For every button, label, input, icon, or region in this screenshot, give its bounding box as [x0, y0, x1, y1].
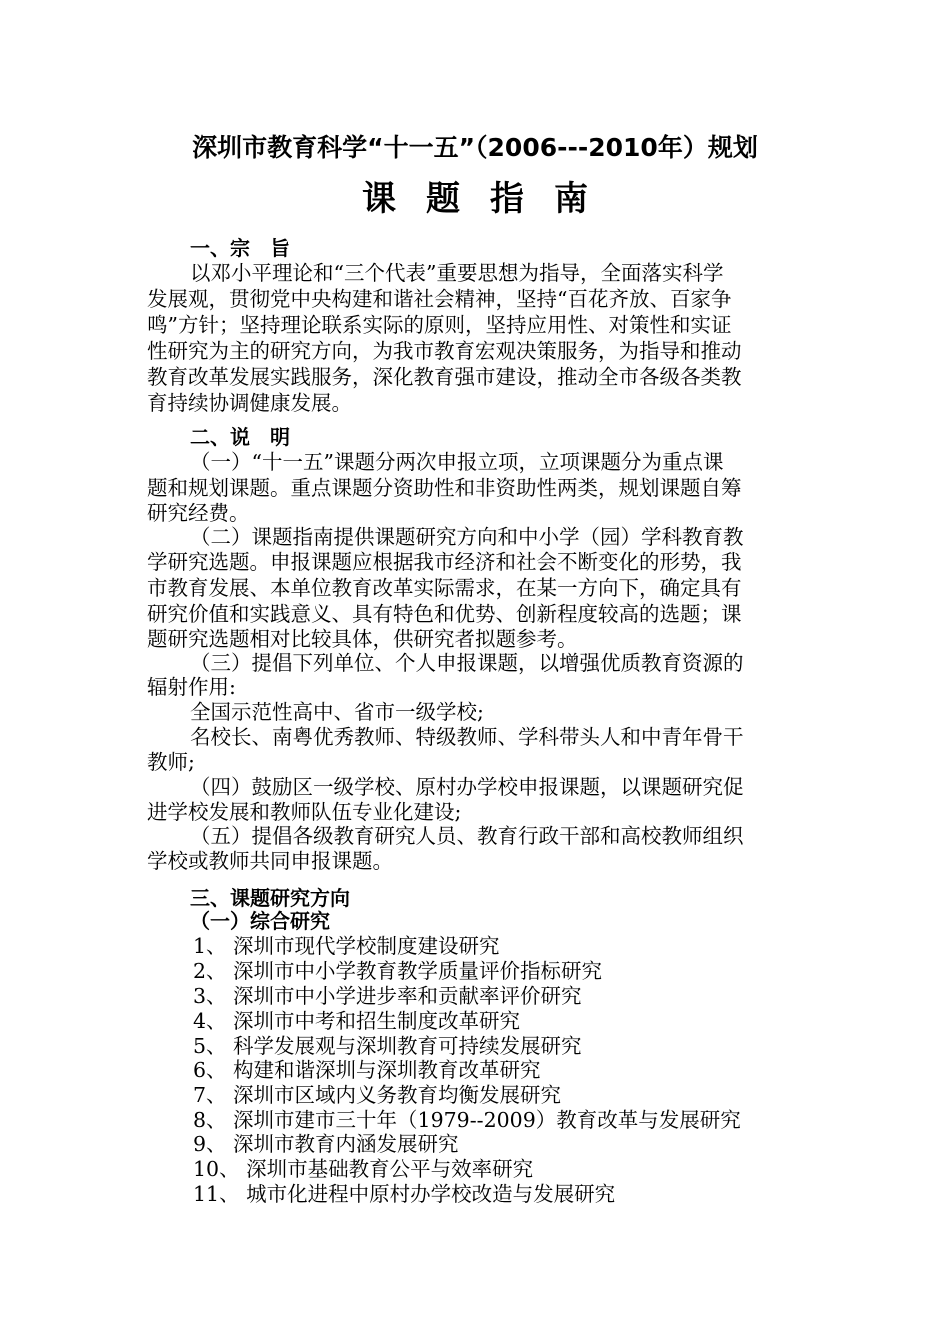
paragraph-line: 学校或教师共同申报课题。 [147, 849, 393, 873]
list-item: 11、 城市化进程中原村办学校改造与发展研究 [193, 1182, 616, 1206]
paragraph-line: （三）提倡下列单位、个人申报课题，以增强优质教育资源的 [190, 651, 744, 675]
paragraph-line: 育持续协调健康发展。 [147, 391, 352, 415]
paragraph-line: 全国示范性高中、省市一级学校; [190, 700, 484, 724]
list-item: 2、 深圳市中小学教育教学质量评价指标研究 [193, 959, 603, 983]
section-heading-notes: 二、说 明 [190, 425, 290, 449]
paragraph-line: （一）“十一五”课题分两次申报立项，立项课题分为重点课 [190, 450, 724, 474]
paragraph-line: 研究经费。 [147, 501, 250, 525]
paragraph-line: 性研究为主的研究方向，为我市教育宏观决策服务，为指导和推动 [147, 339, 742, 363]
paragraph-line: 题研究选题相对比较具体，供研究者拟题参考。 [147, 627, 578, 651]
paragraph-line: 学研究选题。申报课题应根据我市经济和社会不断变化的形势，我 [147, 550, 742, 574]
paragraph-line: （五）提倡各级教育研究人员、教育行政干部和高校教师组织 [190, 824, 744, 848]
document-subtitle: 课题指南 [362, 179, 618, 219]
list-item: 4、 深圳市中考和招生制度改革研究 [193, 1009, 521, 1033]
paragraph-line: （二）课题指南提供课题研究方向和中小学（园）学科教育教 [190, 525, 744, 549]
subsection-heading-comprehensive: （一）综合研究 [190, 909, 330, 933]
section-heading-purpose: 一、宗 旨 [190, 236, 290, 260]
paragraph-line: 名校长、南粤优秀教师、特级教师、学科带头人和中青年骨干 [190, 725, 744, 749]
list-item: 5、 科学发展观与深圳教育可持续发展研究 [193, 1034, 582, 1058]
list-item: 3、 深圳市中小学进步率和贡献率评价研究 [193, 984, 582, 1008]
paragraph-line: 鸣”方针；坚持理论联系实际的原则，坚持应用性、对策性和实证 [147, 313, 732, 337]
list-item: 8、 深圳市建市三十年（1979--2009）教育改革与发展研究 [193, 1108, 741, 1132]
paragraph-line: 研究价值和实践意义、具有特色和优势、创新程度较高的选题；课 [147, 602, 742, 626]
list-item: 7、 深圳市区域内义务教育均衡发展研究 [193, 1083, 562, 1107]
paragraph-line: 以邓小平理论和“三个代表”重要思想为指导，全面落实科学 [190, 261, 724, 285]
paragraph-line: 市教育发展、本单位教育改革实际需求，在某一方向下，确定具有 [147, 576, 742, 600]
list-item: 9、 深圳市教育内涵发展研究 [193, 1132, 459, 1156]
paragraph-line: 辐射作用: [147, 675, 236, 699]
list-item: 10、 深圳市基础教育公平与效率研究 [193, 1157, 534, 1181]
list-item: 1、 深圳市现代学校制度建设研究 [193, 934, 500, 958]
document-title: 深圳市教育科学“十一五”（2006---2010年）规划 [192, 133, 758, 162]
paragraph-line: 进学校发展和教师队伍专业化建设; [147, 800, 462, 824]
paragraph-line: 教师; [147, 750, 195, 774]
paragraph-line: 教育改革发展实践服务，深化教育强市建设，推动全市各级各类教 [147, 365, 742, 389]
list-item: 6、 构建和谐深圳与深圳教育改革研究 [193, 1058, 541, 1082]
paragraph-line: （四）鼓励区一级学校、原村办学校申报课题，以课题研究促 [190, 775, 744, 799]
paragraph-line: 题和规划课题。重点课题分资助性和非资助性两类，规划课题自筹 [147, 476, 742, 500]
paragraph-line: 发展观，贯彻党中央构建和谐社会精神，坚持“百花齐放、百家争 [147, 287, 732, 311]
section-heading-directions: 三、课题研究方向 [190, 886, 350, 910]
